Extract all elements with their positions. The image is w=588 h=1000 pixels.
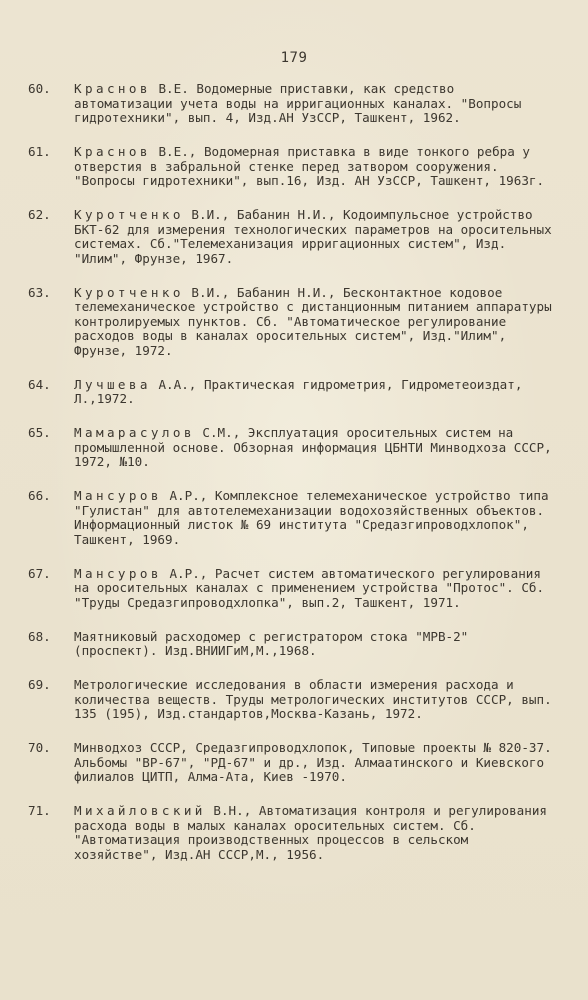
entry-author: Михайловский — [74, 803, 206, 818]
bibliography-entry — [28, 489, 553, 547]
entry-number: 67. — [28, 565, 51, 581]
entry-body: В.Н., Автоматизация контроля и регулирования расхода воды в малых каналах оросительных систем. Сб. "Автоматизация производственных процессов в сельском хозяйстве", Изд.АН СССР,М., 1956. — [74, 803, 547, 862]
bibliography-entry — [28, 741, 553, 785]
entry-author: Куротченко — [74, 207, 184, 222]
entry-number: 70. — [28, 740, 51, 755]
entry-text — [74, 426, 553, 470]
bibliography-entry — [28, 678, 553, 722]
entry-text — [74, 630, 553, 659]
entry-number: 62. — [28, 207, 51, 222]
entry-author: Краснов — [74, 144, 151, 159]
entry-number: 60. — [28, 81, 51, 96]
entry-body: С.М., Эксплуатация оросительных систем на промышленной основе. Обзорная информация ЦБНТИ Минводхоза СССР, 1972, №10. — [74, 425, 552, 469]
entry-body: В.Е., Водомерная приставка в виде тонкого ребра у отверстия в забральной стенке перед затвором сооружения. "Вопросы гидротехники", вып.16, Изд. АН УзССР, Ташкент, 1963г. — [74, 144, 545, 188]
bibliography-entry — [28, 426, 553, 470]
entry-author: Краснов — [74, 81, 151, 96]
bibliography-entry — [28, 567, 553, 611]
page-number: 179 — [280, 50, 308, 66]
entry-author: Мансуров — [74, 565, 162, 581]
entry-number: 66. — [28, 488, 51, 503]
entry-number: 65. — [28, 425, 51, 440]
entry-body: В.Е. Водомерные приставки, как средство автоматизации учета воды на ирригационных каналах. "Вопросы гидротехники", вып. 4, Изд.АН УзССР, Ташкент, 1962. — [74, 81, 522, 125]
entry-body: В.И., Бабанин Н.И., Бесконтактное кодовое телемеханическое устройство с дистанционным питанием аппаратуры контролируемых пунктов. Сб. "Автоматическое регулирование расходов воды в каналах оросительных систем", Изд."Илим", Фрунзе, 1972. — [74, 284, 552, 358]
entry-text — [74, 678, 553, 722]
entry-text — [74, 741, 553, 785]
entry-text — [74, 567, 553, 611]
entry-number: 69. — [28, 677, 51, 692]
entry-text — [74, 82, 553, 126]
entry-body: А.Р., Комплексное телемеханическое устройство типа "Гулистан" для автотелемеханизации водохозяйственных объектов. Информационный листок № 69 института "Средазгипроводхлопок", Ташкент, 1969. — [74, 488, 549, 547]
entry-text — [74, 208, 553, 266]
entry-author: Мамарасулов — [74, 425, 195, 440]
entry-number: 71. — [28, 803, 51, 818]
entry-text — [74, 145, 553, 189]
entry-body: Метрологические исследования в области измерения расхода и количества веществ. Труды метрологических институтов СССР, вып. 135 (195), Изд.стандартов,Москва-Казань, 1972. — [74, 677, 552, 721]
bibliography-entry — [28, 630, 553, 659]
entry-author: Лучшева — [74, 376, 151, 392]
entry-number: 64. — [28, 376, 51, 392]
entry-text — [74, 489, 553, 547]
entry-text — [74, 286, 553, 359]
entry-text — [74, 804, 553, 862]
bibliography-entry — [28, 145, 553, 189]
entry-body: А.А., Практическая гидрометрия, Гидрометеоиздат, Л.,1972. — [74, 376, 523, 406]
bibliography-list — [28, 82, 553, 882]
bibliography-entry — [28, 208, 553, 266]
bibliography-entry — [28, 804, 553, 862]
entry-number: 63. — [28, 284, 51, 300]
entry-body: Маятниковый расходомер с регистратором стока "МРВ-2" (проспект). Изд.ВНИИГиМ,М.,1968. — [74, 628, 469, 658]
entry-number: 68. — [28, 628, 51, 644]
entry-text — [74, 378, 553, 407]
entry-author: Куротченко — [74, 284, 184, 300]
entry-number: 61. — [28, 144, 51, 159]
entry-body: Минводхоз СССР, Средазгипроводхлопок, Типовые проекты № 820-37. Альбомы "ВР-67", "РД-67" и др., Изд. Алмаатинского и Киевского филиалов ЦИТП, Алма-Ата, Киев -1970. — [74, 740, 552, 784]
entry-body: В.И., Бабанин Н.И., Кодоимпульсное устройство БКТ-62 для измерения технологических параметров на оросительных системах. Сб."Телемеханизация ирригационных систем", Изд. "Илим", Фрунзе, 1967. — [74, 207, 552, 266]
entry-body: А.Р., Расчет систем автоматического регулирования на оросительных каналах с применением устройства "Протос". Сб. "Труды Средазгипроводхлопка", вып.2, Ташкент, 1971. — [74, 565, 545, 610]
entry-author: Мансуров — [74, 488, 162, 503]
bibliography-entry — [28, 286, 553, 359]
bibliography-entry — [28, 378, 553, 407]
bibliography-entry — [28, 82, 553, 126]
